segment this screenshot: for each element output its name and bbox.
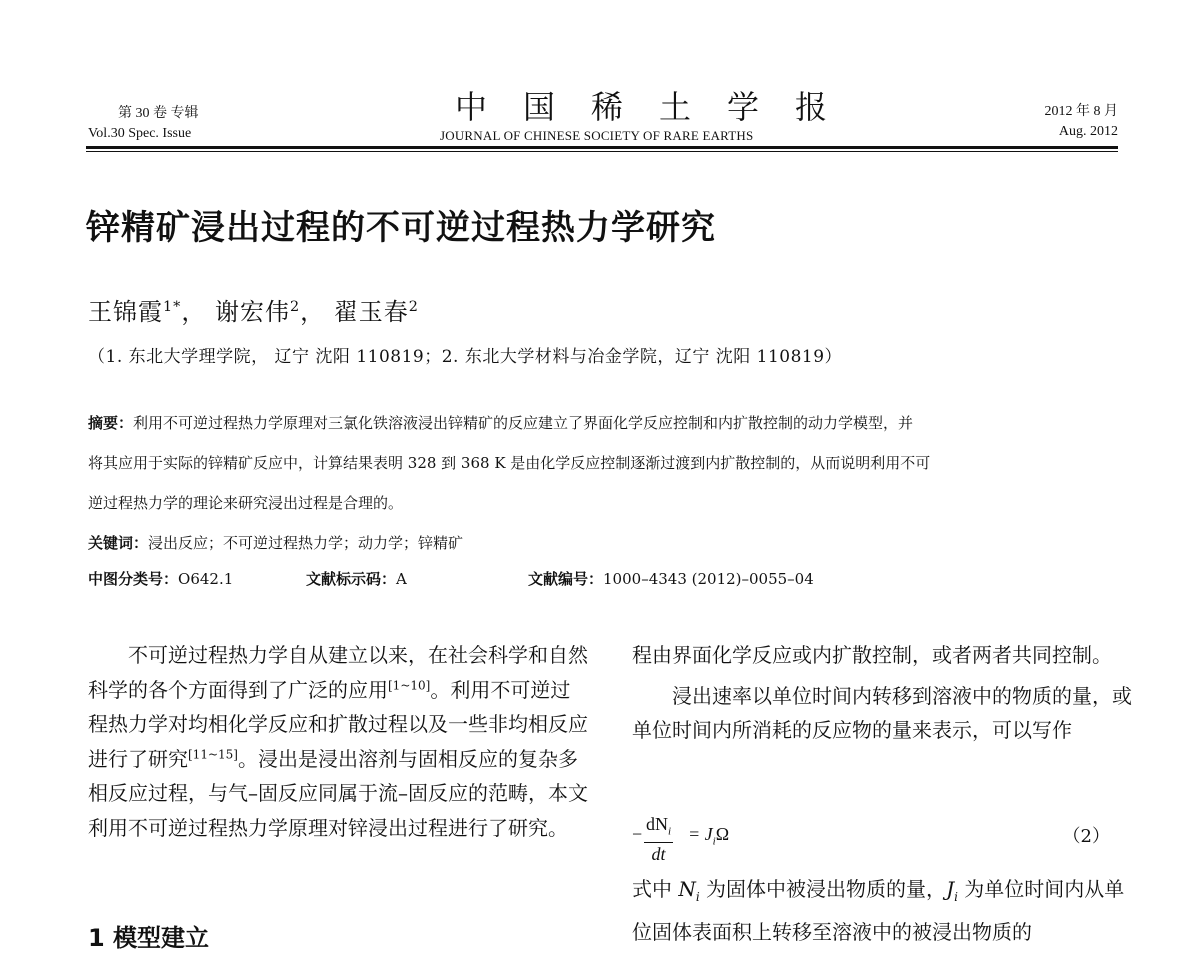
body-text: 。利用不可逆过程热力学对均相化学反应和扩散过程以及一些非均相反应进行了研究 [88,677,588,771]
body-paragraph: 程由界面化学反应或内扩散控制，或者两者共同控制。 [632,643,1112,667]
body-paragraph [88,638,588,845]
article-title: 锌精矿浸出过程的不可逆过程热力学研究 [86,208,716,248]
body-text: 为单位时间内从单位固体表面积上转移至溶液中的被浸出物质的 [632,877,1125,944]
abstract-line: 逆过程热力学的理论来研究浸出过程是合理的。 [88,494,404,512]
eq-omega: Ω [715,824,730,844]
body-text: 式中 [632,877,679,901]
body-paragraph [632,872,1132,949]
body-text: 不可逆过程热力学自从建立以来，在社会科学和自然科学的各个方面得到了广泛的应用 [88,643,588,702]
var-N-sub: i [695,890,700,904]
header-rule-thin [86,151,1118,152]
body-paragraph: 浸出速率以单位时间内转移到溶液中的物质的量，或单位时间内所消耗的反应物的量来表示，可以写作 [632,683,1132,742]
articleno-label: 文献编号： [528,570,604,588]
author-list: 王锦霞$^{1*}$， 谢宏伟$^2$， 翟玉春$^2$ [88,298,419,326]
section-heading: 1 模型建立 [88,924,210,952]
var-J: J [946,877,955,901]
eq-denominator: dt [651,843,666,864]
articleno-row [528,568,814,589]
body-text: 。浸出是浸出溶剂与固相反应的复杂多相反应过程，与气–固反应同属于流–固反应的范畴，本文利用不可逆过程热力学原理对锌浸出过程进行了研究。 [88,746,588,840]
var-N: N [678,877,696,901]
eq-rhs [688,824,729,848]
eq-rhs-text: = J [688,824,713,844]
equation-2 [632,812,1132,864]
author-name: 王锦霞 [88,298,163,326]
eq-minus: − [632,824,643,844]
abstract-line [88,412,913,433]
keywords [88,532,463,553]
eq-rhs-sub: i [712,835,716,848]
issue-date-en: Aug. 2012 [1058,124,1118,139]
equation-number: （2） [1062,826,1110,847]
doccode-value: A [396,570,407,588]
left-column [88,638,588,845]
right-column-cont [632,872,1132,949]
affiliations: （1. 东北大学理学院， 辽宁 沈阳 110819；2. 东北大学材料与冶金学院，辽宁 沈阳 110819） [88,347,843,367]
abstract-text: 利用不可逆过程热力学原理对三氯化铁溶液浸出锌精矿的反应建立了界面化学反应控制和内扩散控制的动力学模型，并 [133,414,914,432]
body-text: 为固体中被浸出物质的量， [699,877,947,901]
author-affil-mark: 2 [408,299,419,315]
eq-num-sub: i [668,825,672,838]
author-name: 谢宏伟 [215,298,290,326]
journal-title-en: JOURNAL OF CHINESE SOCIETY OF RARE EARTHS [440,128,754,143]
header-rule-thick [86,146,1118,149]
var-J-sub: i [954,890,958,904]
citation: [1~10] [388,677,431,692]
abstract-label: 摘要： [88,414,134,432]
doccode-row [306,568,407,589]
author-affil-mark: 2 [290,299,301,315]
clc-value: O642.1 [178,570,234,588]
articleno-value: 1000–4343 (2012)–0055–04 [603,570,814,588]
eq-numerator [644,814,673,843]
classification-row [88,568,233,589]
doccode-label: 文献标示码： [306,570,397,588]
keywords-text: 浸出反应；不可逆过程热力学；动力学；锌精矿 [148,534,464,552]
author-affil-mark: 1* [163,299,182,315]
journal-title-cn: 中国稀土学报 [455,88,864,126]
keywords-label: 关键词： [88,534,149,552]
clc-label: 中图分类号： [88,570,179,588]
issue-date-cn: 2012 年 8 月 [1044,104,1118,119]
volume-en: Vol.30 Spec. Issue [88,126,192,141]
volume-cn: 第 30 卷 专辑 [118,106,199,121]
eq-fraction [644,814,673,865]
right-column [632,638,1132,748]
citation: [11~15] [188,746,238,761]
author-name: 翟玉春 [333,298,409,326]
eq-num-text: dN [646,814,668,834]
abstract-line: 将其应用于实际的锌精矿反应中，计算结果表明 328 到 368 K 是由化学反应控制逐渐过渡到内扩散控制的，从而说明利用不可 [88,454,931,472]
